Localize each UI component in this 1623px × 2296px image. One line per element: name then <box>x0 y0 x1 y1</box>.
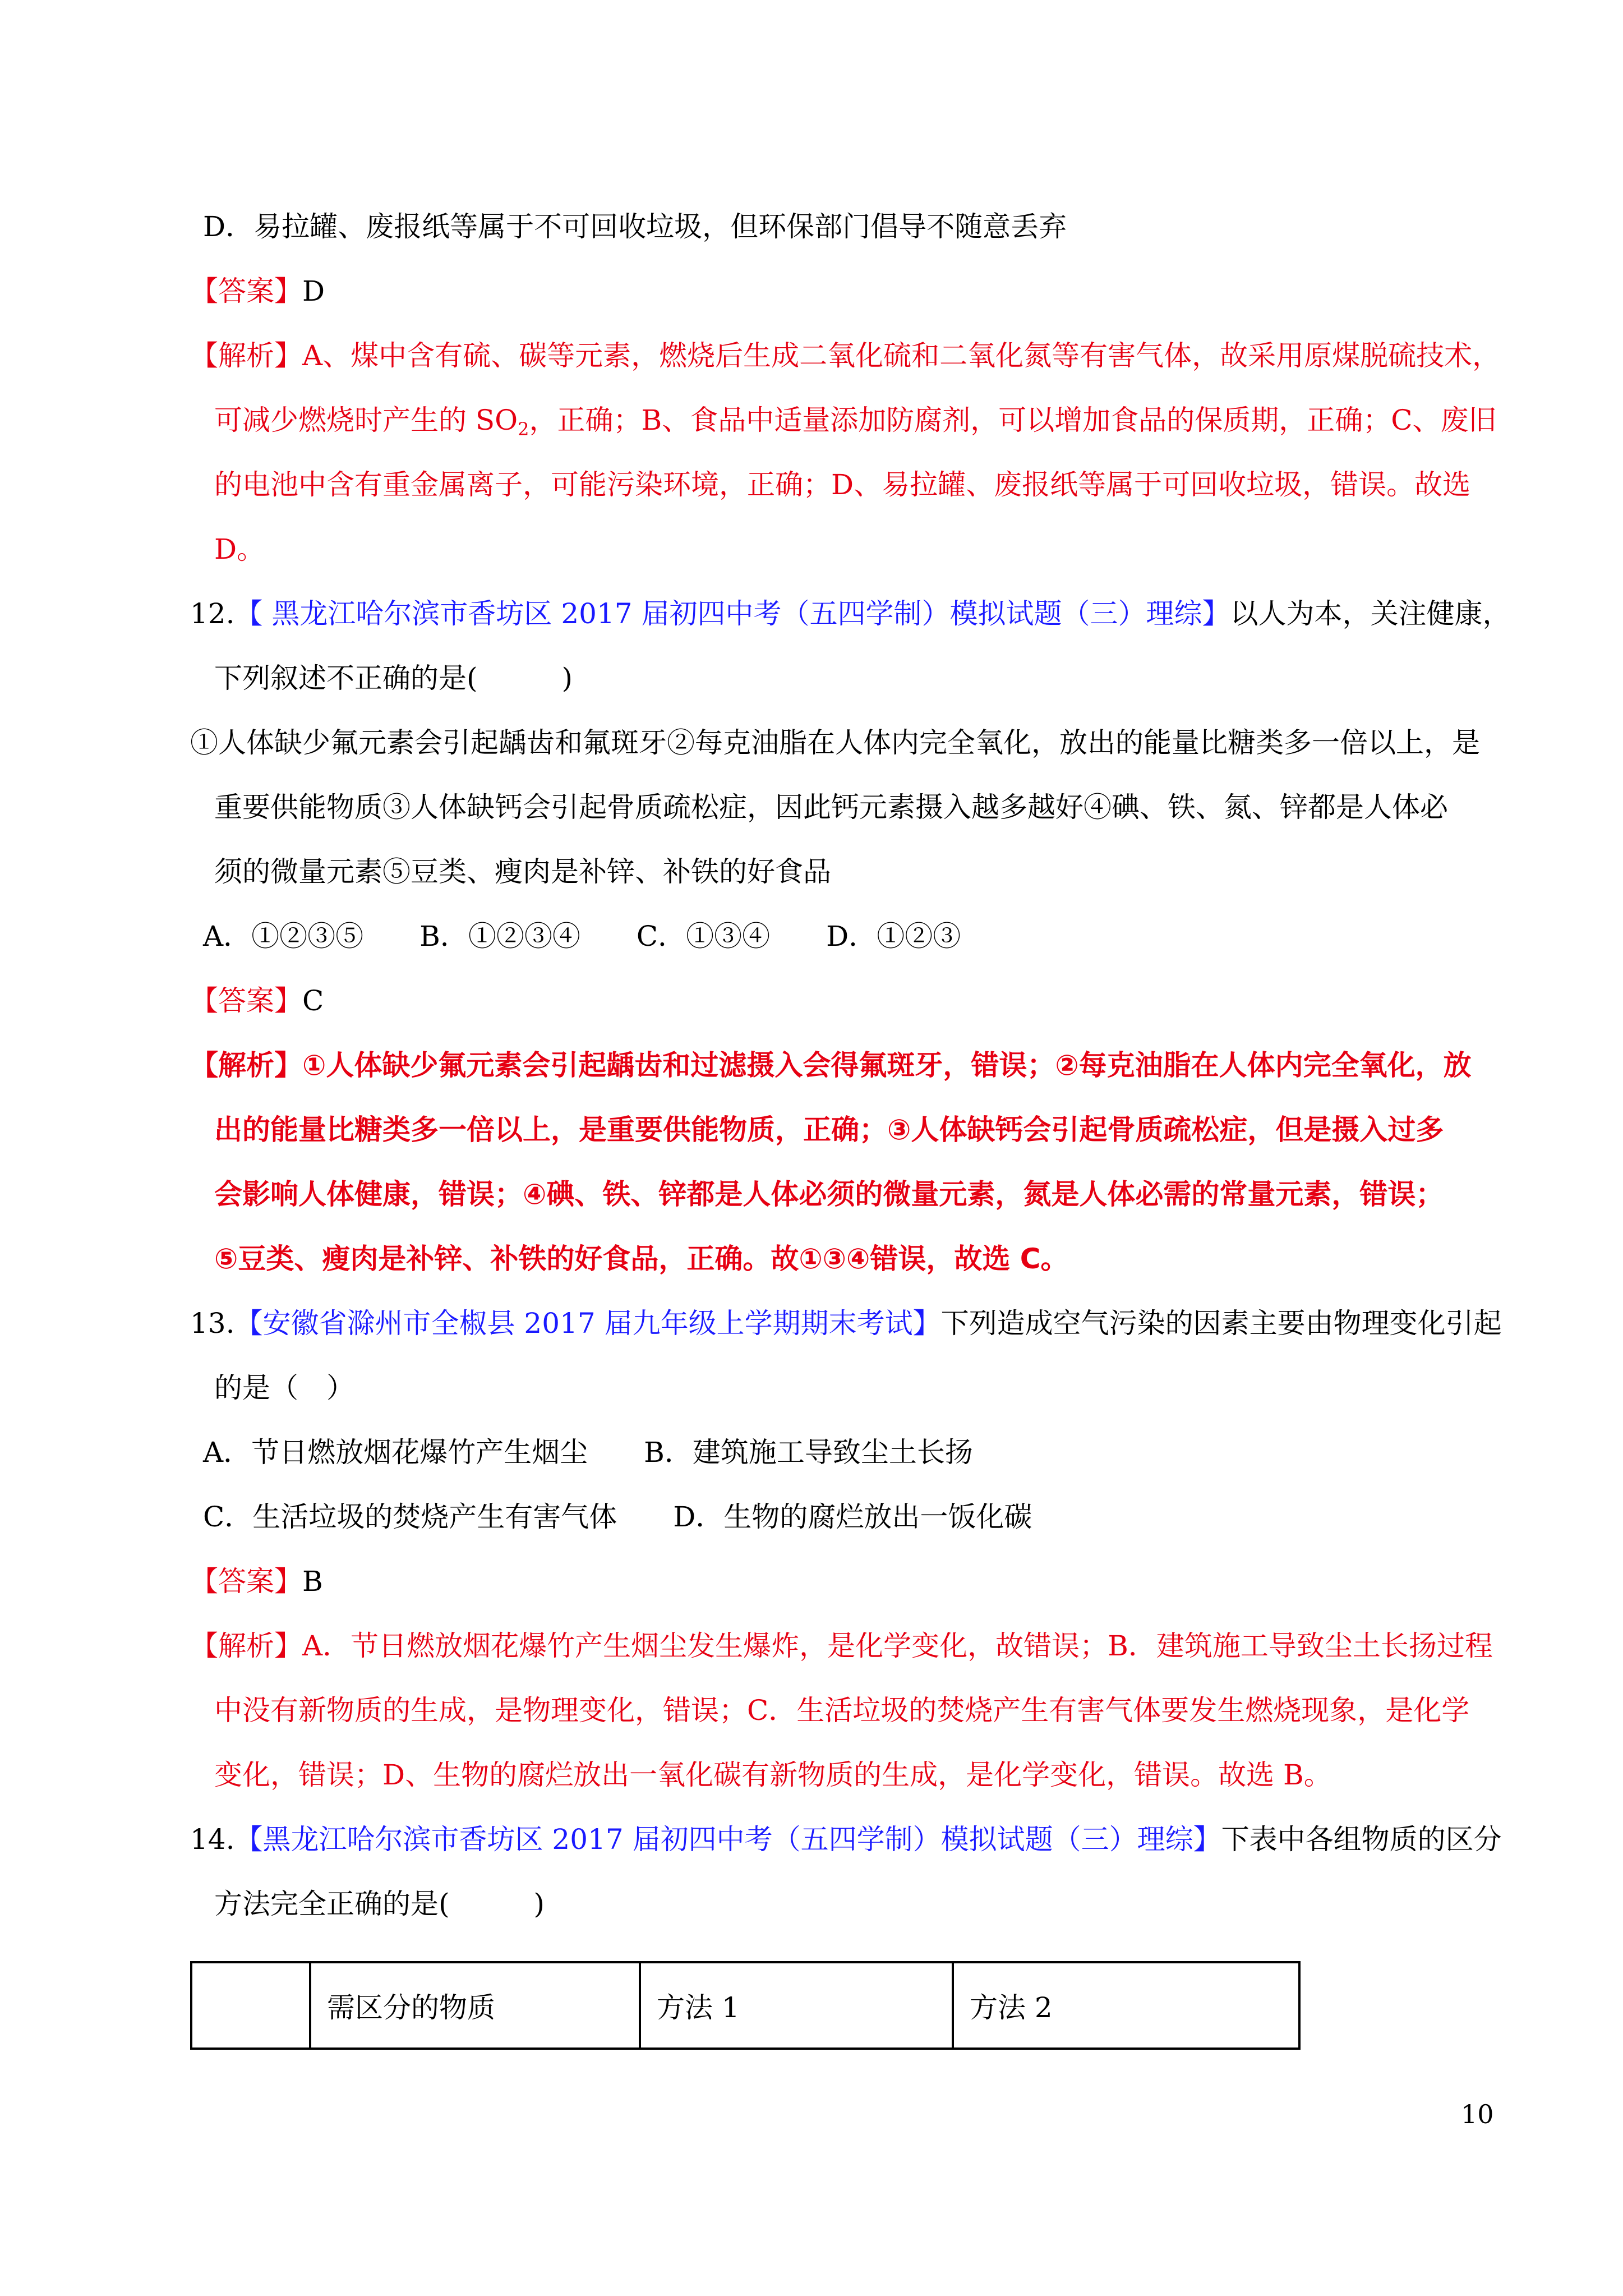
explain-text: ①人体缺少氟元素会引起龋齿和过滤摄入会得氟斑牙，错误；②每克油脂在人体内完全氧化，放 <box>302 1049 1472 1082</box>
answer-tag: 【答案】 <box>190 984 302 1017</box>
subscript: 2 <box>518 418 529 440</box>
explain-text: ，正确；B、食品中适量添加防腐剂，可以增加食品的保质期，正确；C、废旧 <box>529 404 1497 436</box>
q13-options-line-1: A．节日燃放烟花爆竹产生烟尘 B．建筑施工导致尘土长扬 <box>203 1436 973 1469</box>
q12-explain-line-2: 出的能量比糖类多一倍以上，是重要供能物质，正确；③人体缺钙会引起骨质疏松症，但是摄入过多 <box>214 1114 1444 1146</box>
q13-explain-line-2: 中没有新物质的生成，是物理变化，错误；C．生活垃圾的焚烧产生有害气体要发生燃烧现象，是化学 <box>214 1694 1470 1727</box>
q13-options-line-2: C．生活垃圾的焚烧产生有害气体 D．生物的腐烂放出一饭化碳 <box>203 1501 1032 1533</box>
q14-stem-line-2: 方法完全正确的是( ) <box>214 1888 545 1920</box>
q12-explain-line-1 <box>190 1047 1472 1083</box>
q13-explain-line-3: 变化，错误；D、生物的腐烂放出一氧化碳有新物质的生成，是化学变化，错误。故选 B。 <box>214 1759 1332 1791</box>
q12-answer <box>190 983 324 1019</box>
q12-stem-line-1 <box>190 596 1510 632</box>
answer-tag: 【答案】 <box>190 1565 302 1598</box>
q13-explain-line-1 <box>190 1628 1493 1664</box>
explain-text: 可减少燃烧时产生的 SO <box>214 404 518 436</box>
question-number: 12. <box>190 597 235 630</box>
question-stem: 下列造成空气污染的因素主要由物理变化引起 <box>940 1307 1502 1340</box>
question-source: 【 黑龙江哈尔滨市香坊区 2017 届初四中考（五四学制）模拟试题（三）理综】 <box>234 597 1230 630</box>
q12-stem-line-2: 下列叙述不正确的是( ) <box>214 662 573 694</box>
q11-explain-line-3: 的电池中含有重金属离子，可能污染环境，正确；D、易拉罐、废报纸等属于可回收垃圾，错误。故选 <box>214 468 1471 501</box>
table-header-cell: 需区分的物质 <box>310 1962 640 2049</box>
q11-answer <box>190 273 325 309</box>
q12-items-line-3: 须的微量元素⑤豆类、瘦肉是补锌、补铁的好食品 <box>214 855 831 888</box>
question-number: 14. <box>190 1823 235 1856</box>
explain-tag: 【解析】 <box>190 1049 302 1082</box>
page-number: 10 <box>1461 2099 1494 2129</box>
answer-tag: 【答案】 <box>190 275 302 307</box>
q13-answer <box>190 1563 323 1599</box>
q12-items-line-2: 重要供能物质③人体缺钙会引起骨质疏松症，因此钙元素摄入越多越好④碘、铁、氮、锌都是人体必 <box>214 791 1448 823</box>
q11-explain-line-4: D。 <box>214 533 265 565</box>
answer-value: D <box>302 275 325 307</box>
question-source: 【安徽省滁州市全椒县 2017 届九年级上学期期末考试】 <box>234 1307 941 1340</box>
q12-explain-line-4: ⑤豆类、瘦肉是补锌、补铁的好食品，正确。故①③④错误，故选 C。 <box>214 1243 1069 1275</box>
q12-options: A．①②③⑤ B．①②③④ C．①③④ D．①②③ <box>203 920 961 953</box>
explain-text: A、煤中含有硫、碳等元素，燃烧后生成二氧化硫和二氧化氮等有害气体，故采用原煤脱硫技术， <box>302 339 1501 372</box>
explain-text: A．节日燃放烟花爆竹产生烟尘发生爆炸，是化学变化，故错误；B．建筑施工导致尘土长扬过程 <box>302 1630 1493 1662</box>
question-stem: 下表中各组物质的区分 <box>1221 1823 1502 1856</box>
q12-explain-line-3: 会影响人体健康，错误；④碘、铁、锌都是人体必须的微量元素，氮是人体必需的常量元素，错误； <box>214 1178 1444 1211</box>
q14-table <box>190 1961 1301 2050</box>
question-source: 【黑龙江哈尔滨市香坊区 2017 届初四中考（五四学制）模拟试题（三）理综】 <box>234 1823 1221 1856</box>
table-header-row <box>191 1962 1299 2049</box>
q13-stem-line-2: 的是（ ） <box>214 1372 354 1404</box>
question-stem: 以人为本，关注健康， <box>1230 597 1511 630</box>
q12-items-line-1: ①人体缺少氟元素会引起龋齿和氟斑牙②每克油脂在人体内完全氧化，放出的能量比糖类多一倍以上，是 <box>190 726 1480 759</box>
q14-stem-line-1 <box>190 1821 1502 1857</box>
q11-option-d: D．易拉罐、废报纸等属于不可回收垃圾，但环保部门倡导不随意丢弃 <box>203 210 1067 243</box>
q11-explain-line-1 <box>190 338 1500 374</box>
answer-value: B <box>302 1565 323 1598</box>
explain-tag: 【解析】 <box>190 339 302 372</box>
table-header-cell: 方法 1 <box>640 1962 953 2049</box>
table-header-cell: 方法 2 <box>953 1962 1299 2049</box>
q11-explain-line-2 <box>214 402 1497 447</box>
question-number: 13. <box>190 1307 235 1340</box>
explain-tag: 【解析】 <box>190 1630 302 1662</box>
answer-value: C <box>302 984 324 1017</box>
table-header-cell <box>191 1962 310 2049</box>
q13-stem-line-1 <box>190 1305 1502 1341</box>
